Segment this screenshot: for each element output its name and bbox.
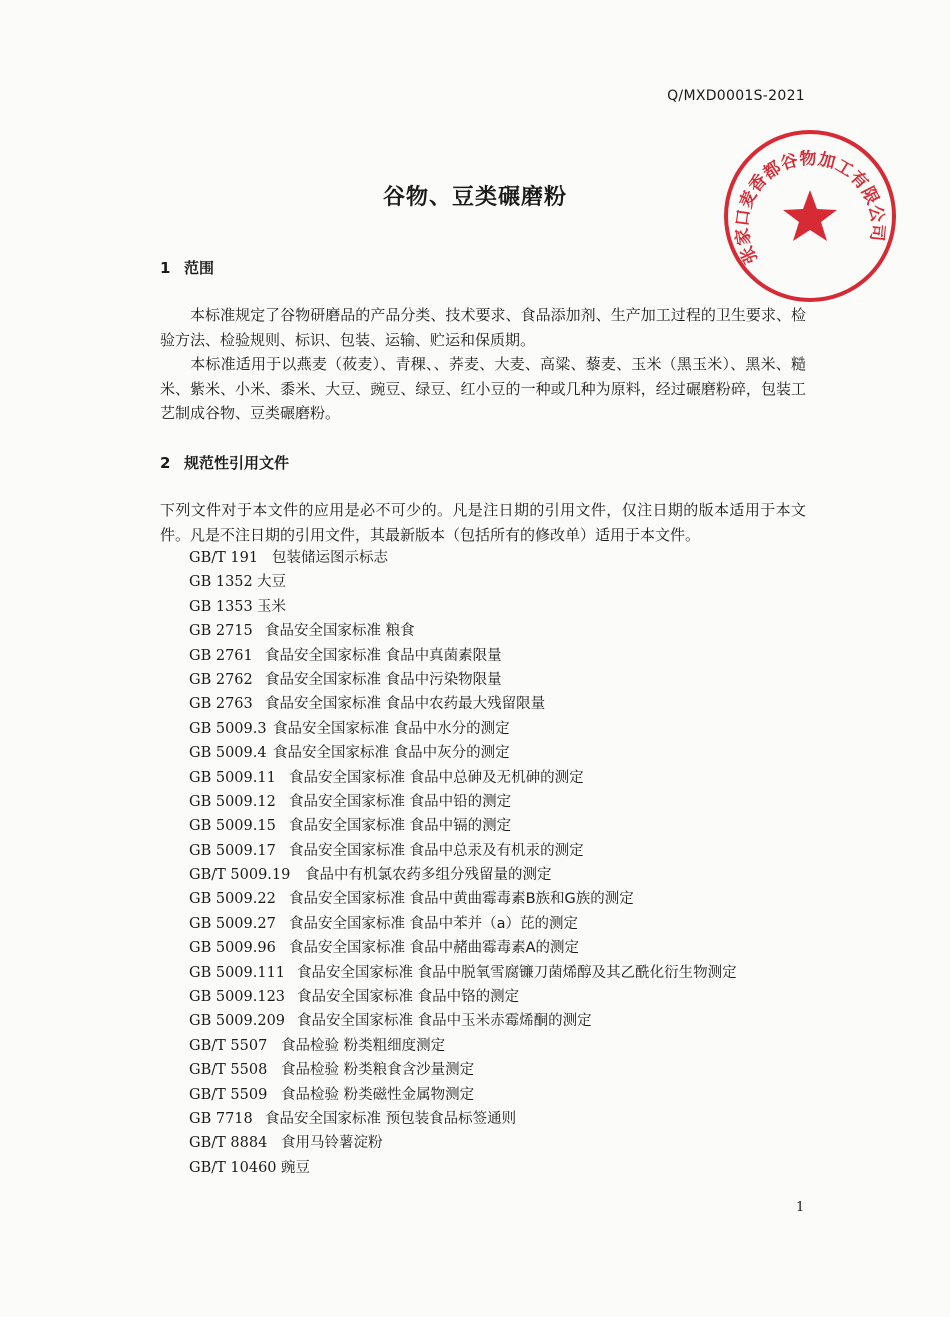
reference-item xyxy=(189,1034,737,1058)
reference-item xyxy=(189,619,737,643)
references-intro: 下列文件对于本文件的应用是必不可少的。凡是注日期的引用文件，仅注日期的版本适用于本文件。凡是不注日期的引用文件，其最新版本（包括所有的修改单）适用于本文件。 xyxy=(160,501,806,544)
reference-code: GB/T 8884 xyxy=(189,1135,268,1152)
document-title: 谷物、豆类碾磨粉 xyxy=(382,185,567,210)
reference-item xyxy=(189,790,737,814)
document-code: Q/MXD0001S-2021 xyxy=(667,88,805,104)
reference-code: GB 2763 xyxy=(189,696,253,713)
reference-name: 食品安全国家标准 食品中苯并（a）芘的测定 xyxy=(289,915,578,932)
scope-paragraph-2 xyxy=(160,352,806,426)
reference-name: 豌豆 xyxy=(281,1159,310,1176)
reference-code: GB 5009.12 xyxy=(189,793,276,810)
reference-name: 食品检验 粉类粗细度测定 xyxy=(281,1037,446,1054)
reference-item xyxy=(189,887,737,911)
reference-name: 食品安全国家标准 食品中铬的测定 xyxy=(297,989,520,1006)
reference-code: GB 5009.11 xyxy=(189,769,276,786)
reference-code: GB 5009.15 xyxy=(189,818,276,835)
reference-name: 食品中有机氯农药多组分残留量的测定 xyxy=(305,867,552,884)
reference-item xyxy=(189,1107,737,1131)
reference-name: 食品安全国家标准 食品中灰分的测定 xyxy=(273,745,510,762)
reference-code: GB 1353 xyxy=(189,598,253,615)
reference-code: GB/T 5509 xyxy=(189,1086,268,1103)
reference-code: GB/T 5508 xyxy=(189,1062,268,1079)
reference-item xyxy=(189,814,737,838)
reference-code: GB 2761 xyxy=(189,647,253,664)
reference-name: 食品安全国家标准 预包装食品标签通则 xyxy=(265,1110,517,1127)
reference-code: GB 5009.22 xyxy=(189,891,276,908)
reference-item xyxy=(189,985,737,1009)
reference-name: 食品检验 粉类粮食含沙量测定 xyxy=(281,1062,475,1079)
reference-code: GB/T 10460 xyxy=(189,1159,277,1176)
reference-name: 食品安全国家标准 食品中玉米赤霉烯酮的测定 xyxy=(297,1013,592,1030)
reference-name: 食品安全国家标准 食品中农药最大残留限量 xyxy=(265,696,546,713)
reference-name: 食品安全国家标准 食品中赭曲霉毒素A的测定 xyxy=(289,940,580,957)
reference-name: 食品安全国家标准 食品中真菌素限量 xyxy=(265,647,502,664)
reference-code: GB 2715 xyxy=(189,623,253,640)
reference-code: GB 5009.96 xyxy=(189,940,276,957)
reference-name: 食品安全国家标准 食品中黄曲霉毒素B族和G族的测定 xyxy=(289,891,634,908)
reference-code: GB 5009.111 xyxy=(189,964,286,981)
section-1-heading xyxy=(160,257,214,278)
reference-name: 包装储运图示标志 xyxy=(272,550,388,566)
reference-item xyxy=(189,595,737,619)
reference-code: GB 7718 xyxy=(189,1110,253,1127)
reference-item xyxy=(189,546,737,570)
reference-code: GB 5009.4 xyxy=(189,745,267,762)
reference-item xyxy=(189,766,737,790)
section-1-title: 范围 xyxy=(184,259,215,277)
reference-name: 食品安全国家标准 食品中总砷及无机砷的测定 xyxy=(289,769,584,786)
reference-item xyxy=(189,839,737,863)
reference-name: 食品安全国家标准 粮食 xyxy=(265,623,415,640)
reference-name: 食品安全国家标准 食品中镉的测定 xyxy=(289,818,512,835)
seal-text: 张家口麦香都谷物加工有限公司 xyxy=(732,149,888,267)
reference-item xyxy=(189,717,737,741)
reference-item xyxy=(189,961,737,985)
reference-code: GB 5009.3 xyxy=(189,720,267,737)
reference-name: 食品检验 粉类磁性金属物测定 xyxy=(281,1086,475,1103)
reference-list xyxy=(189,546,737,1180)
reference-code: GB 5009.27 xyxy=(189,915,276,932)
section-1-number: 1 xyxy=(160,259,171,277)
section-2-title: 规范性引用文件 xyxy=(184,454,290,472)
reference-name: 食用马铃薯淀粉 xyxy=(281,1135,383,1152)
reference-code: GB 5009.17 xyxy=(189,842,276,859)
reference-item xyxy=(189,863,737,887)
reference-code: GB/T 5009.19 xyxy=(189,867,291,884)
scope-paragraph-1 xyxy=(160,303,806,352)
reference-code: GB/T 191 xyxy=(189,550,259,566)
reference-name: 玉米 xyxy=(257,598,286,615)
reference-item xyxy=(189,668,737,692)
reference-code: GB 1352 xyxy=(189,574,253,591)
reference-name: 大豆 xyxy=(257,574,286,591)
reference-name: 食品安全国家标准 食品中铅的测定 xyxy=(289,793,512,810)
reference-item xyxy=(189,644,737,668)
reference-item xyxy=(189,1083,737,1107)
reference-item xyxy=(189,1156,737,1180)
reference-item xyxy=(189,1058,737,1082)
section-2-heading xyxy=(160,452,289,473)
reference-item xyxy=(189,570,737,594)
reference-name: 食品安全国家标准 食品中总汞及有机汞的测定 xyxy=(289,842,584,859)
section-2-number: 2 xyxy=(160,454,171,472)
reference-item xyxy=(189,741,737,765)
company-seal-stamp xyxy=(722,128,898,304)
reference-item xyxy=(189,1131,737,1155)
page-number: 1 xyxy=(796,1200,805,1215)
reference-item xyxy=(189,692,737,716)
reference-code: GB/T 5507 xyxy=(189,1037,268,1054)
reference-code: GB 2762 xyxy=(189,671,253,688)
scope-paragraph-1-text: 本标准规定了谷物研磨品的产品分类、技术要求、食品添加剂、生产加工过程的卫生要求、检验方法、检验规则、标识、包装、运输、贮运和保质期。 xyxy=(160,306,806,349)
reference-code: GB 5009.209 xyxy=(189,1013,286,1030)
reference-name: 食品安全国家标准 食品中脱氧雪腐镰刀菌烯醇及其乙酰化衍生物测定 xyxy=(297,964,737,981)
reference-item xyxy=(189,1009,737,1033)
reference-name: 食品安全国家标准 食品中水分的测定 xyxy=(273,720,510,737)
reference-item xyxy=(189,912,737,936)
scope-paragraph-2-text: 本标准适用于以燕麦（莜麦）、青稞、、荞麦、大麦、高粱、藜麦、玉米（黑玉米）、黑米、糙米、紫米、小米、黍米、大豆、豌豆、绿豆、红小豆的一种或几种为原料，经过碾磨粉碎，包装工艺制成谷物、豆类碾磨粉。 xyxy=(160,355,806,422)
reference-code: GB 5009.123 xyxy=(189,989,286,1006)
reference-name: 食品安全国家标准 食品中污染物限量 xyxy=(265,671,502,688)
reference-item xyxy=(189,936,737,960)
